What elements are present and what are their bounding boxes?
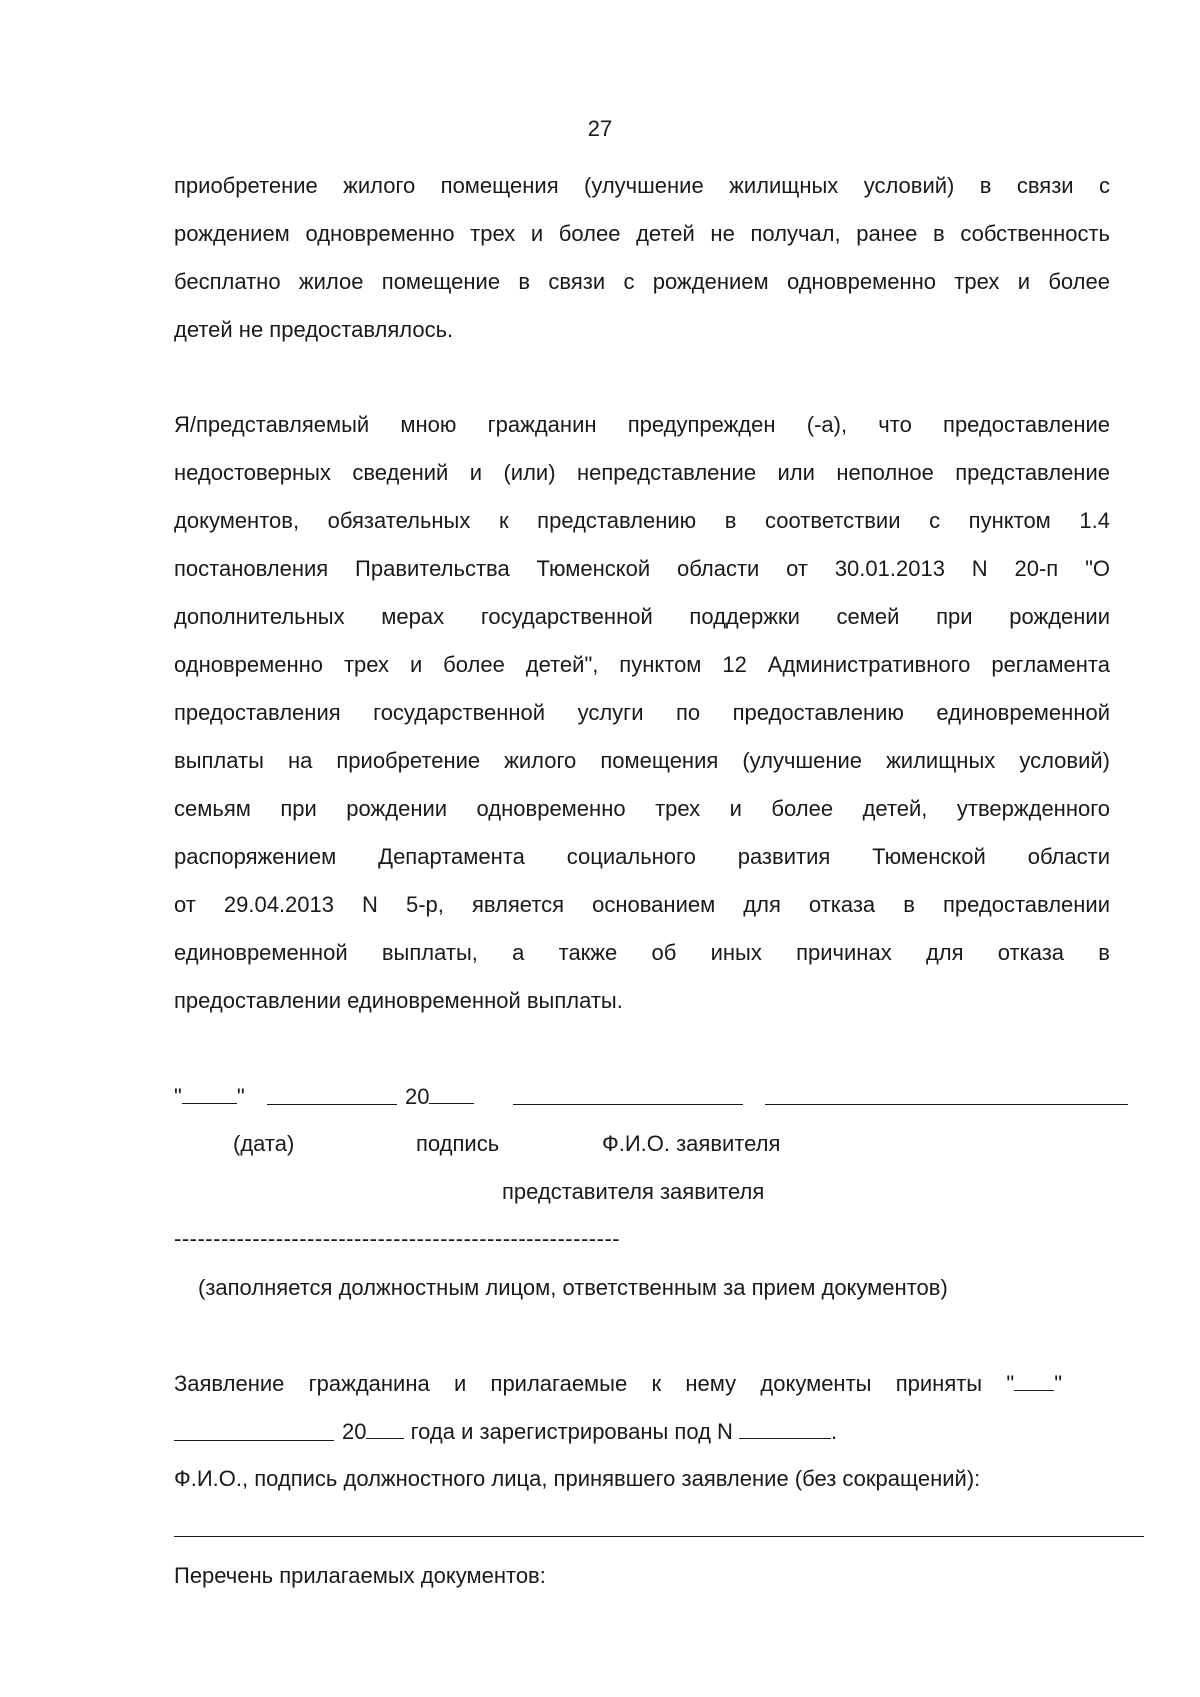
reg-year-prefix: 20 — [342, 1419, 367, 1444]
dashed-separator: --------------------------------------------------------- — [174, 1226, 621, 1251]
period: . — [831, 1419, 838, 1444]
paragraph-line: дополнительных мерах государственной поддержки семей при рождении — [174, 604, 1110, 629]
paragraph-line: детей не предоставлялось. — [174, 317, 454, 342]
paragraph-line: Я/представляемый мною гражданин предупрежден (-а), что предоставление — [174, 412, 1110, 437]
signature-blank[interactable] — [513, 1104, 743, 1105]
quote-close: " — [236, 1084, 245, 1109]
paragraph-line: документов, обязательных к представлению в соответствии с пунктом 1.4 — [174, 508, 1110, 533]
date-field — [174, 1083, 245, 1110]
reg-year-blank[interactable] — [366, 1418, 404, 1439]
paragraph-line: бесплатно жилое помещение в связи с рождением одновременно трех и более — [174, 269, 1110, 294]
label-signature: подпись — [416, 1131, 500, 1156]
registration-text-2: года и зарегистрированы под N — [410, 1419, 733, 1444]
paragraph-line: семьям при рождении одновременно трех и более детей, утвержденного — [174, 796, 1110, 821]
fio-blank[interactable] — [765, 1104, 1128, 1105]
paragraph-line: предоставлении единовременной выплаты. — [174, 988, 623, 1013]
year-field — [405, 1083, 474, 1110]
year-prefix: 20 — [405, 1084, 430, 1109]
page-number: 27 — [587, 116, 613, 141]
paragraph-line: выплаты на приобретение жилого помещения (улучшение жилищных условий) — [174, 748, 1110, 773]
registration-line-2 — [342, 1418, 837, 1445]
paragraph-line: от 29.04.2013 N 5-р, является основанием для отказа в предоставлении — [174, 892, 1110, 917]
registration-text: Заявление гражданина и прилагаемые к нему документы приняты " — [174, 1371, 1015, 1396]
fio-official-blank[interactable] — [174, 1536, 1144, 1537]
label-representative: представителя заявителя — [502, 1179, 765, 1204]
label-date: (дата) — [233, 1131, 295, 1156]
paragraph-line: единовременной выплаты, а также об иных причинах для отказа в — [174, 940, 1110, 965]
registration-line-1 — [174, 1370, 1062, 1397]
month-blank[interactable] — [267, 1104, 397, 1105]
year-blank[interactable] — [429, 1083, 474, 1104]
day-blank[interactable] — [182, 1083, 237, 1104]
quote-open: " — [174, 1084, 182, 1109]
fio-official-line: Ф.И.О., подпись должностного лица, принявшего заявление (без сокращений): — [174, 1466, 981, 1491]
paragraph-line: предоставления государственной услуги по предоставлению единовременной — [174, 700, 1110, 725]
label-fio: Ф.И.О. заявителя — [602, 1131, 781, 1156]
paragraph-line: недостоверных сведений и (или) непредставление или неполное представление — [174, 460, 1110, 485]
reg-month-blank[interactable] — [174, 1440, 334, 1441]
paragraph-line: одновременно трех и более детей", пунктом 12 Административного регламента — [174, 652, 1110, 677]
attachments-label: Перечень прилагаемых документов: — [174, 1563, 546, 1588]
reg-day-blank[interactable] — [1014, 1370, 1054, 1391]
paragraph-line: рождением одновременно трех и более детей не получал, ранее в собственность — [174, 221, 1110, 246]
quote-close: " — [1054, 1371, 1062, 1396]
official-note: (заполняется должностным лицом, ответственным за прием документов) — [198, 1275, 948, 1300]
reg-number-blank[interactable] — [739, 1418, 831, 1439]
paragraph-line: распоряжением Департамента социального развития Тюменской области — [174, 844, 1110, 869]
paragraph-line: приобретение жилого помещения (улучшение жилищных условий) в связи с — [174, 173, 1110, 198]
paragraph-line: постановления Правительства Тюменской области от 30.01.2013 N 20-п "О — [174, 556, 1110, 581]
